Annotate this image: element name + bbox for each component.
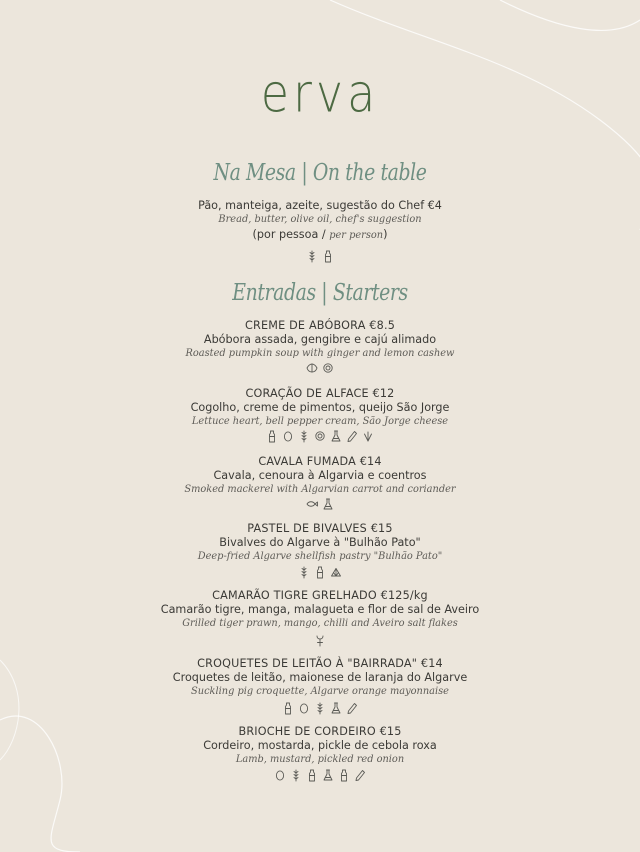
milk-bottle-icon [337,768,351,782]
section-title-starters: Entradas | Starters [232,280,408,306]
allergen-row [0,565,640,579]
wheat-icon [297,565,311,579]
starter-name: CREME DE ABÓBORA €8.5 [244,319,396,332]
allergen-row [0,429,640,443]
starter-description-en: Lettuce heart, bell pepper cream, São Jorge cheese [191,416,449,427]
allergen-row [0,497,640,511]
egg-icon [273,768,287,782]
milk-bottle-icon [265,429,279,443]
starter-name: BRIOCHE DE CORDEIRO €15 [238,725,402,738]
nuts-icon [305,361,319,375]
wheat-icon [305,249,319,263]
egg-icon [297,701,311,715]
starter-description-en: Smoked mackerel with Algarvian carrot and coriander [184,484,456,495]
starter-name: PASTEL DE BIVALVES €15 [247,522,393,535]
starter-description-en: Roasted pumpkin soup with ginger and lemon cashew [185,348,455,359]
table-per-person [0,228,640,243]
starter-description-en: Deep-fried Algarve shellfish pastry "Bulhão Pato" [197,551,443,562]
starter-description: Camarão tigre, manga, malagueta e flor de sal de Aveiro [160,603,480,616]
egg-icon [281,429,295,443]
wheat-icon [297,429,311,443]
starter-description: Abóbora assada, gengibre e cajú alimado [203,333,437,346]
per-person-en: per person [329,230,384,241]
allergen-row [0,249,640,263]
flask-icon [329,701,343,715]
table-line-pt: Pão, manteiga, azeite, sugestão do Chef €4 [198,199,442,212]
mustard-icon [353,768,367,782]
flask-icon [329,429,343,443]
allergen-row [0,768,640,782]
starter-description: Bivalves do Algarve à "Bulhão Pato" [219,536,421,549]
flask-icon [321,497,335,511]
per-person-pt: (por pessoa / [252,228,330,241]
starter-name: CAMARÃO TIGRE GRELHADO €125/kg [212,589,428,602]
mustard-icon [345,429,359,443]
starter-name: CAVALA FUMADA €14 [258,455,382,468]
milk-bottle-icon [313,565,327,579]
fish-icon [305,497,319,511]
starter-name: CROQUETES DE LEITÃO À "BAIRRADA" €14 [197,657,443,670]
starter-description: Cogolho, creme de pimentos, queijo São Jorge [190,401,450,414]
restaurant-logo: erva [260,61,380,125]
per-person-close: ) [383,228,388,241]
mustard-icon [345,701,359,715]
shellfish-icon [329,565,343,579]
starter-description-en: Lamb, mustard, pickled red onion [235,754,405,765]
starter-description: Cavala, cenoura à Algarvia e coentros [213,469,427,482]
section-title-table: Na Mesa | On the table [213,160,427,186]
celery-icon [313,429,327,443]
sesame-icon [361,429,375,443]
milk-bottle-icon [321,249,335,263]
starter-description: Cordeiro, mostarda, pickle de cebola roxa [203,739,437,752]
allergen-row [0,361,640,375]
starter-description-en: Grilled tiger prawn, mango, chilli and Aveiro salt flakes [182,618,458,629]
table-line-en: Bread, butter, olive oil, chef's suggestion [218,214,422,225]
wheat-icon [313,701,327,715]
allergen-row [0,701,640,715]
starter-description: Croquetes de leitão, maionese de laranja do Algarve [172,671,468,684]
starter-description-en: Suckling pig croquette, Algarve orange mayonnaise [191,686,449,697]
crustacean-icon [313,633,327,647]
wheat-icon [289,768,303,782]
flask-icon [321,768,335,782]
allergen-row [0,633,640,647]
starter-name: CORAÇÃO DE ALFACE €12 [245,387,395,400]
celery-icon [321,361,335,375]
milk-bottle-icon [281,701,295,715]
milk-bottle-icon [305,768,319,782]
